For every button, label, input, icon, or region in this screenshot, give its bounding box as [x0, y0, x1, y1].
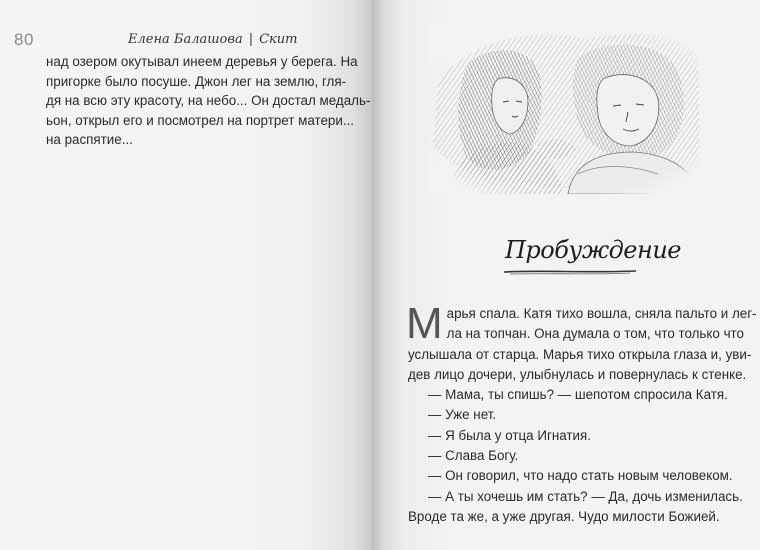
text-line: на распятие...	[46, 132, 133, 147]
page-number: 80	[14, 30, 34, 49]
dialogue-line: — Слава Богу.	[428, 448, 519, 464]
dropcap: М	[406, 299, 443, 348]
left-page	[0, 0, 372, 550]
text-line: Вроде та же, а уже другая. Чудо милости Божией.	[408, 508, 720, 524]
dialogue-line: — А ты хочешь им стать? — Да, дочь изменилась.	[428, 488, 743, 504]
running-head-author: Елена Балашова	[128, 32, 243, 47]
text-line: дя на всю эту красоту, на небо... Он достал медаль-	[46, 93, 371, 108]
text-line: дев лицо дочери, улыбнулась и повернулась к стенке.	[408, 366, 747, 382]
text-line: пригорке было посуше. Джон лег на землю, гля-	[46, 73, 347, 89]
text-line: ла на топчан. Она думала о том, что только что	[446, 326, 744, 342]
chapter-title: Пробуждение	[505, 236, 681, 264]
running-head	[128, 32, 298, 47]
text-line: ьон, открыл его и посмотрел на портрет матери...	[46, 112, 355, 128]
dialogue-line: — Я была у отца Игнатия.	[428, 427, 591, 443]
running-head-separator: |	[248, 32, 254, 47]
dialogue-line: — Уже нет.	[428, 407, 497, 423]
left-page-text	[46, 52, 371, 150]
title-underline	[500, 268, 640, 276]
dialogue-line: — Мама, ты спишь? — шепотом спросила Катя.	[428, 387, 728, 403]
running-head-title: Скит	[259, 32, 298, 47]
right-page-text	[406, 299, 757, 527]
text-line: арья спала. Катя тихо вошла, сняла пальто и лег-	[446, 306, 757, 321]
text-line: над озером окутывал инеем деревья у берега. На	[46, 54, 358, 69]
illustration-two-women	[428, 24, 704, 194]
dialogue-line: — Он говорил, что надо стать новым человеком.	[428, 468, 733, 484]
text-line: услышала от старца. Марья тихо открыла глаза и, уви-	[408, 346, 752, 362]
